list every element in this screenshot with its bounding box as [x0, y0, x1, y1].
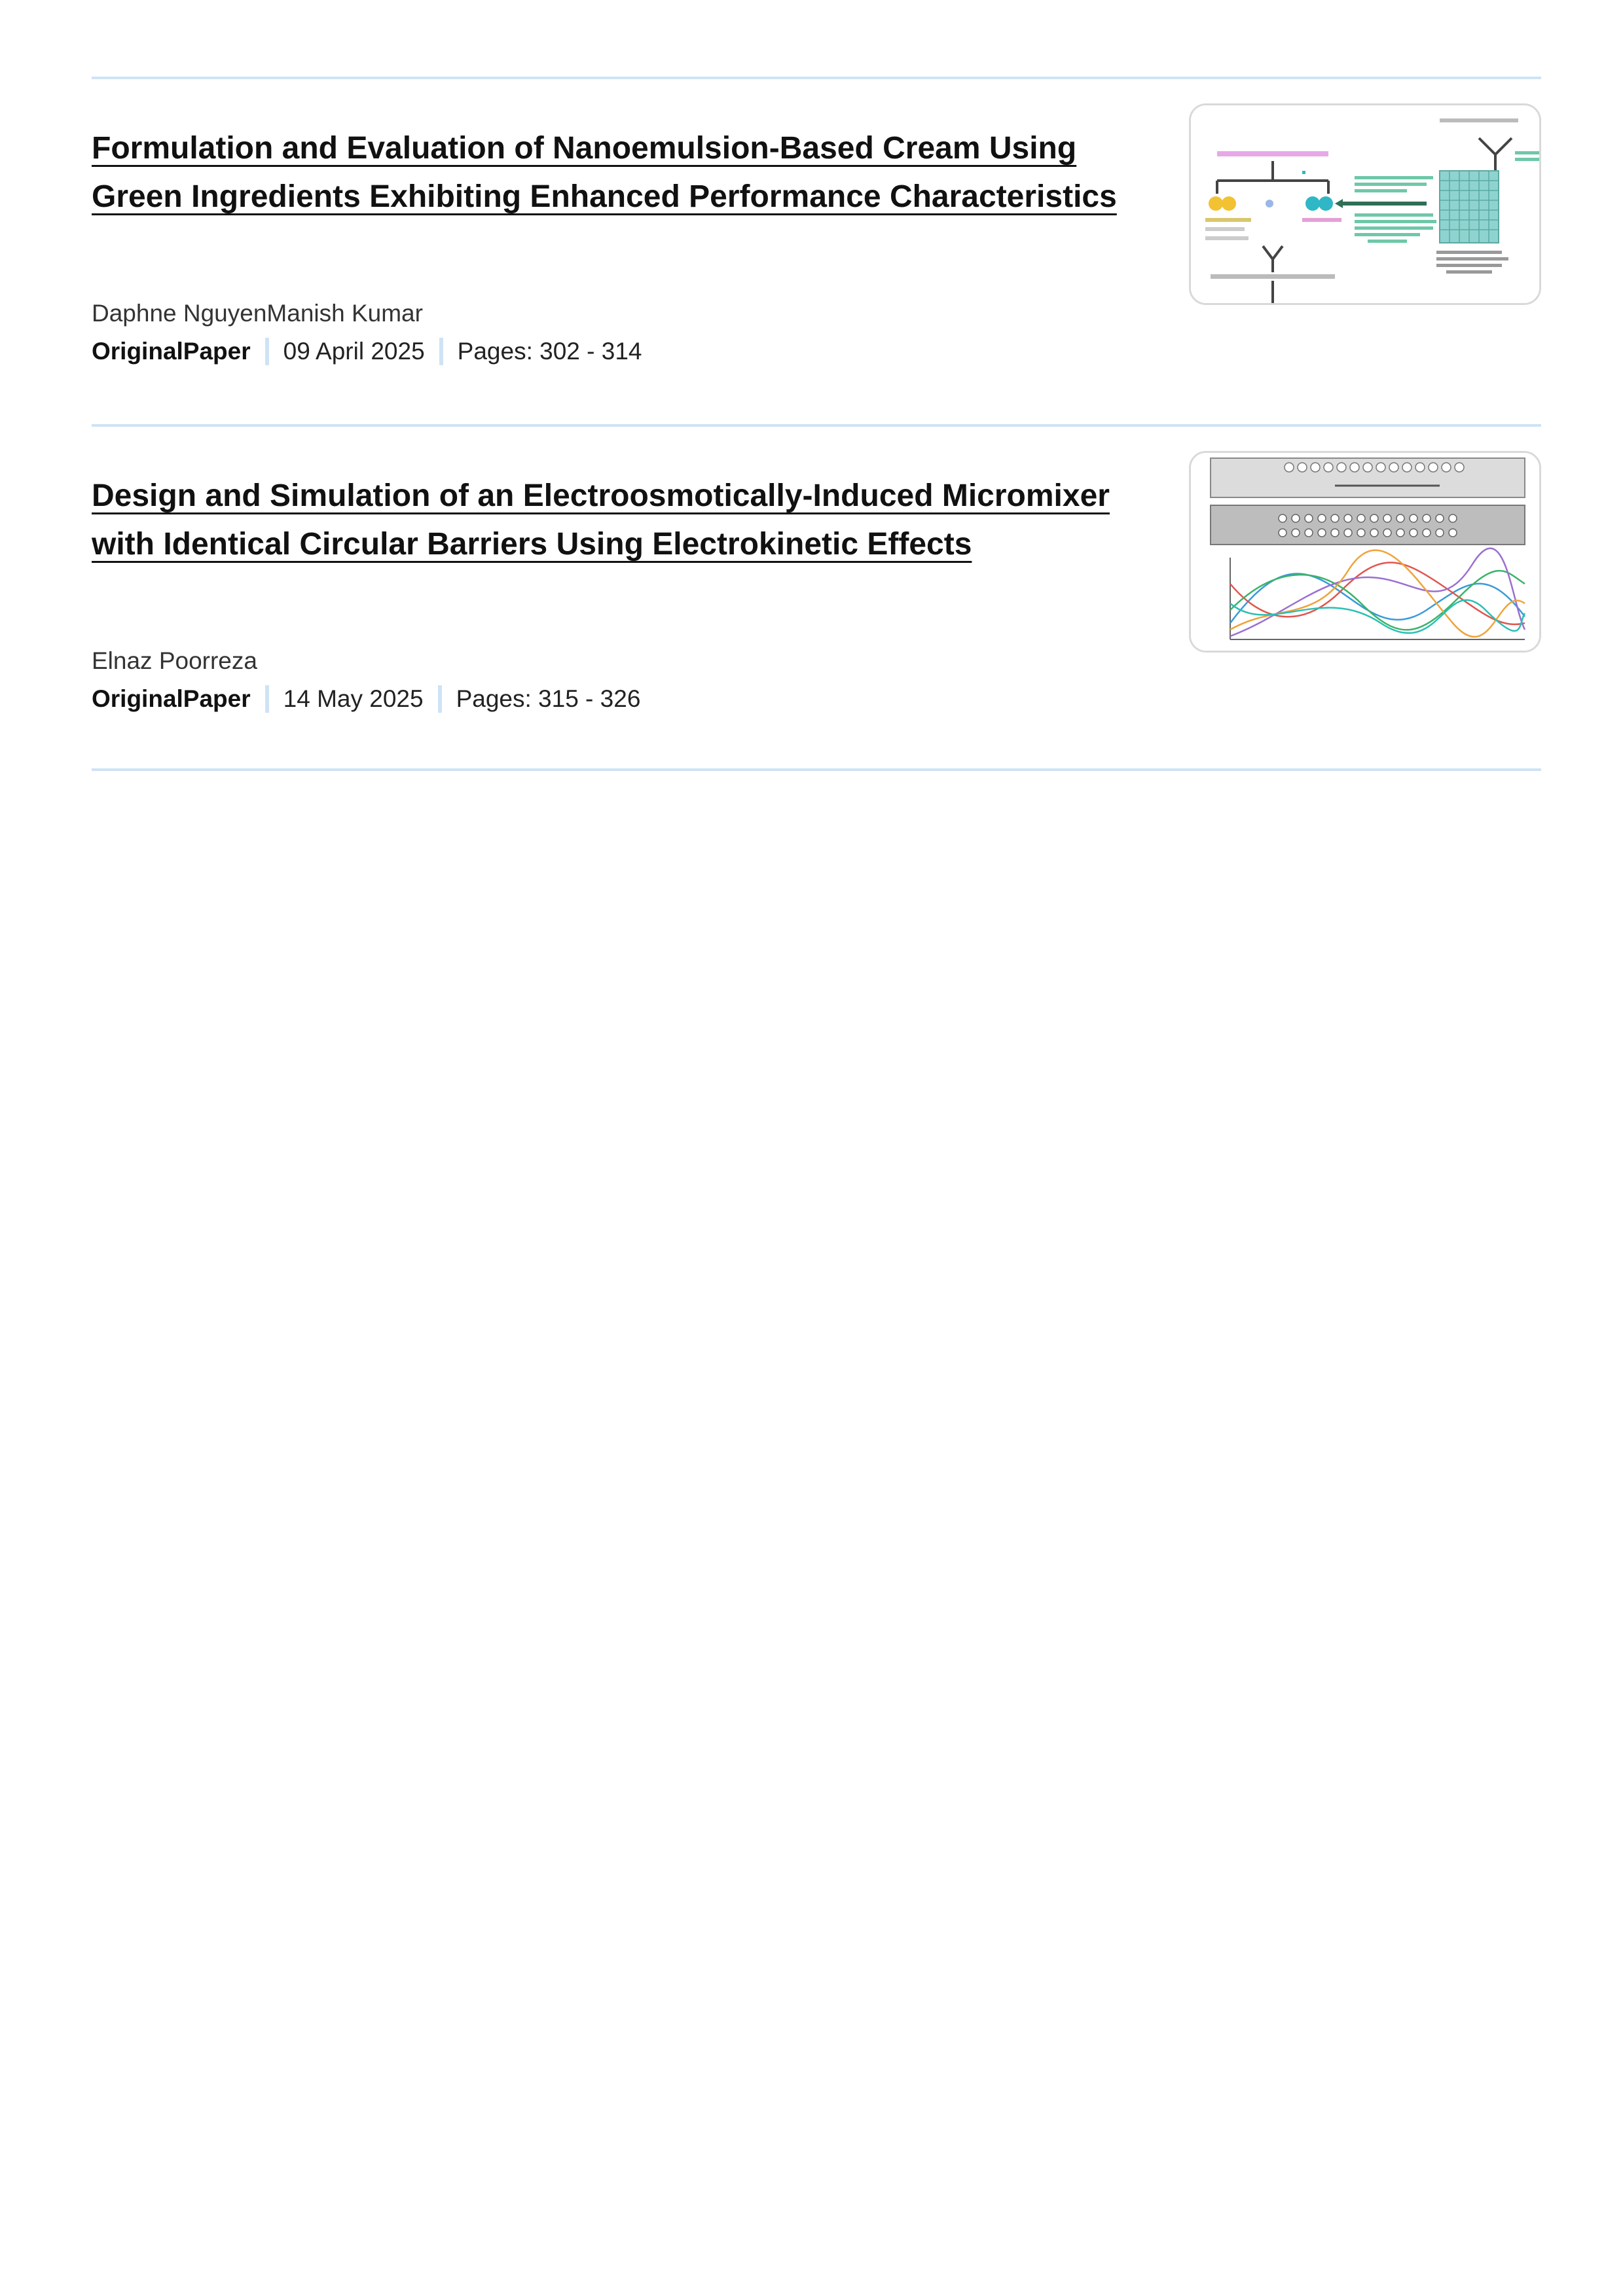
article-item — [92, 124, 1541, 399]
article-type: OriginalPaper — [92, 338, 251, 365]
nanoemulsion-grid — [1440, 171, 1499, 243]
article-thumbnail[interactable] — [1189, 451, 1541, 653]
divider-top — [92, 77, 1541, 79]
meta-separator — [438, 685, 442, 713]
article-authors: Daphne NguyenManish Kumar — [92, 300, 423, 327]
article-title — [92, 124, 1126, 221]
article-thumbnail[interactable] — [1189, 103, 1541, 305]
meta-separator — [265, 338, 269, 365]
article-title — [92, 472, 1126, 569]
graphical-abstract-diagram-icon — [1191, 105, 1539, 303]
article-title-link[interactable]: Design and Simulation of an Electroosmotically-Induced Micromixer with Identical Circular Barriers Using Electrokinetic Effects — [92, 478, 1110, 562]
article-pages: Pages: 315 - 326 — [456, 685, 641, 712]
article-authors: Elnaz Poorreza — [92, 647, 257, 674]
article-date: 14 May 2025 — [283, 685, 424, 712]
meta-separator — [265, 685, 269, 713]
article-date: 09 April 2025 — [283, 338, 425, 365]
divider-middle — [92, 424, 1541, 427]
article-item — [92, 472, 1541, 747]
meta-separator — [439, 338, 443, 365]
article-type: OriginalPaper — [92, 685, 251, 712]
article-pages: Pages: 302 - 314 — [457, 338, 642, 365]
article-title-link[interactable]: Formulation and Evaluation of Nanoemulsion-Based Cream Using Green Ingredients Exhibiting Enhanced Performance Characteristics — [92, 131, 1117, 214]
article-meta — [92, 338, 642, 365]
graphical-abstract-chart-icon — [1191, 453, 1539, 651]
article-meta — [92, 685, 640, 713]
divider-bottom — [92, 768, 1541, 771]
